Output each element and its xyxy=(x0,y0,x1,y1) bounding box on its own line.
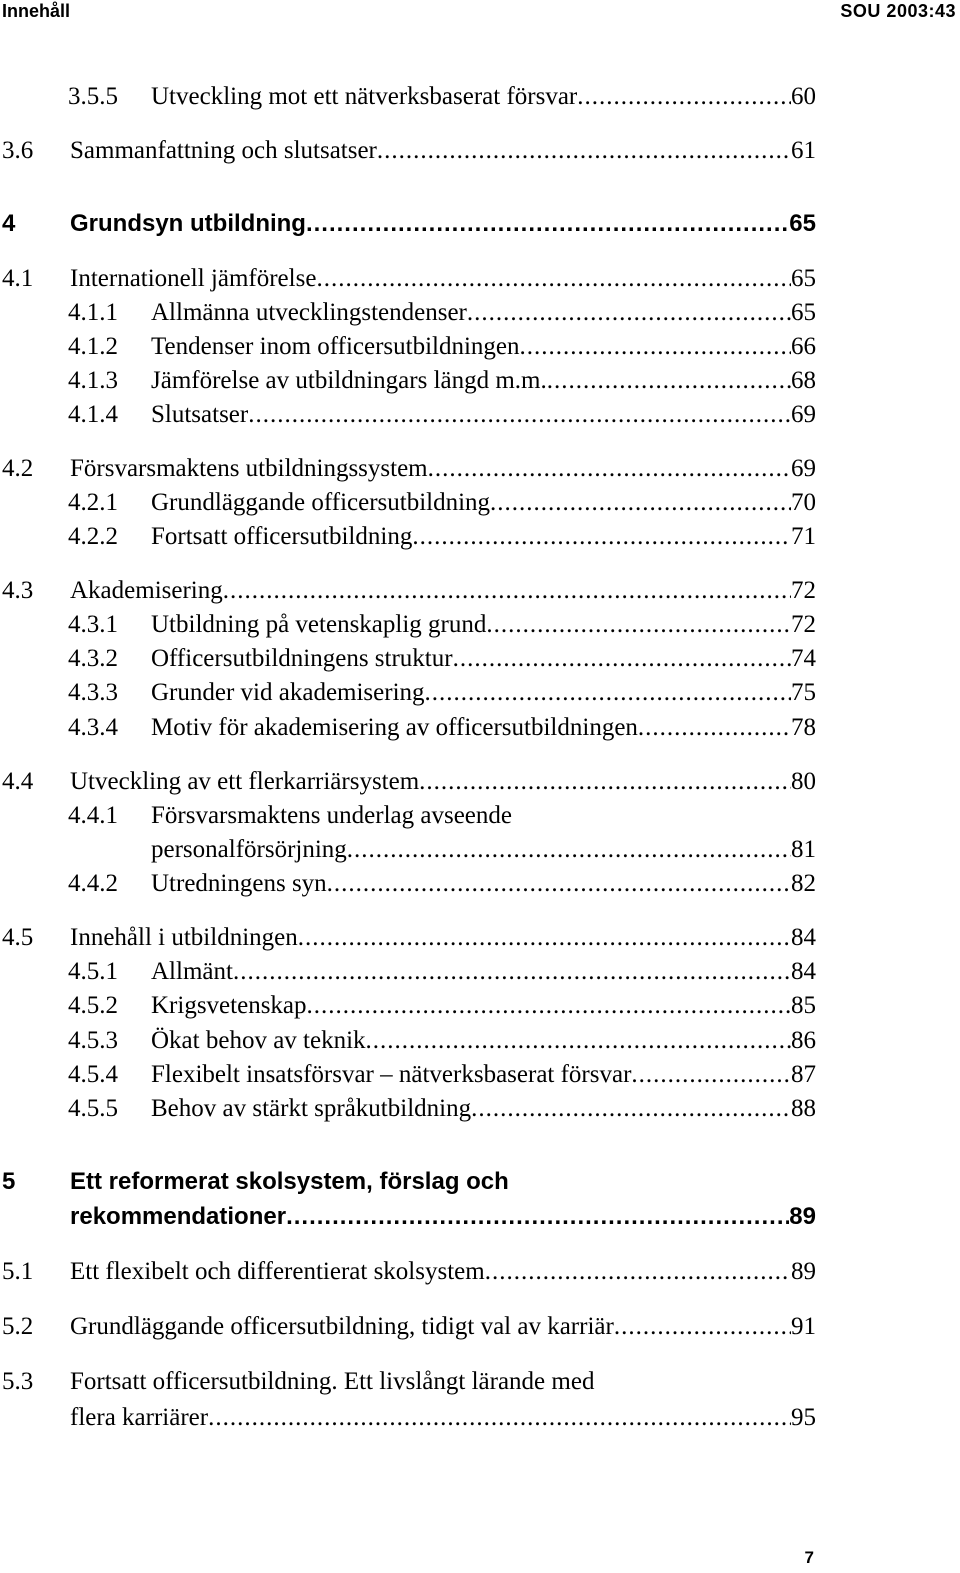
toc-entry[interactable] xyxy=(0,1095,960,1125)
toc-entry-page: 86 xyxy=(791,1027,816,1054)
toc-entry-number: 4.3 xyxy=(2,577,34,604)
toc-entry-number: 4.5.4 xyxy=(68,1061,118,1088)
dot-leader xyxy=(485,1258,791,1286)
toc-entry[interactable] xyxy=(0,714,960,744)
dot-leader xyxy=(366,1027,791,1055)
toc-entry[interactable] xyxy=(0,992,960,1022)
toc-entry-number: 4.3.1 xyxy=(68,611,118,638)
toc-entry-page: 85 xyxy=(791,992,816,1019)
toc-entry-title: Grundläggande officersutbildning xyxy=(151,489,491,516)
dot-leader xyxy=(419,768,791,796)
dot-leader xyxy=(316,265,791,293)
toc-entry-page: 71 xyxy=(791,523,816,550)
toc-entry-title: Tendenser inom officersutbildningen xyxy=(151,333,520,360)
toc-entry-page: 65 xyxy=(789,210,816,237)
toc-entry-title: Allmänna utvecklingstendenser xyxy=(151,299,467,326)
toc-entry-title: Innehåll i utbildningen xyxy=(70,924,298,951)
toc-entry[interactable] xyxy=(0,299,960,329)
page-number: 7 xyxy=(804,1548,814,1567)
toc-entry-title: Behov av stärkt språkutbildning xyxy=(151,1095,472,1122)
toc-entry-title: Akademisering xyxy=(70,577,223,604)
toc-entry-number: 4.5.1 xyxy=(68,958,118,985)
dot-leader xyxy=(286,1203,789,1231)
toc-entry-page: 60 xyxy=(791,83,816,110)
dot-leader xyxy=(298,924,791,952)
toc-entry-page: 82 xyxy=(791,870,816,897)
toc-entry-page: 69 xyxy=(791,401,816,428)
dot-leader xyxy=(471,1095,791,1123)
toc-entry-page: 84 xyxy=(791,958,816,985)
toc-entry[interactable] xyxy=(0,924,960,954)
dot-leader xyxy=(377,137,791,165)
toc-entry-title: personalförsörjning xyxy=(151,836,347,863)
toc-entry-number: 4.2.1 xyxy=(68,489,118,516)
toc-entry-title: Officersutbildningens struktur xyxy=(151,645,453,672)
toc-entry[interactable] xyxy=(0,870,960,900)
dot-leader xyxy=(547,367,791,395)
running-header xyxy=(0,0,960,24)
toc-entry-number: 4.5 xyxy=(2,924,34,951)
dot-leader xyxy=(412,523,791,551)
toc-entry[interactable] xyxy=(0,401,960,431)
toc-entry-number: 4.4.1 xyxy=(68,802,118,829)
toc-entry[interactable] xyxy=(0,1027,960,1057)
dot-leader xyxy=(327,870,791,898)
toc-entry[interactable] xyxy=(0,1313,960,1343)
toc-entry[interactable] xyxy=(0,1061,960,1091)
toc-entry-number: 4.1.1 xyxy=(68,299,118,326)
toc-entry-title: Slutsatser xyxy=(151,401,249,428)
dot-leader xyxy=(248,401,791,429)
toc-entry-title: Utveckling mot ett nätverksbaserat försvar xyxy=(151,83,578,110)
toc-entry[interactable] xyxy=(0,1258,960,1288)
toc-entry-page: 95 xyxy=(791,1404,816,1431)
dot-leader xyxy=(520,333,791,361)
header-section: Innehåll xyxy=(2,1,71,21)
dot-leader xyxy=(614,1313,791,1341)
toc-entry-page: 68 xyxy=(791,367,816,394)
toc-entry[interactable] xyxy=(0,367,960,397)
toc-entry-title: Försvarsmaktens utbildningssystem xyxy=(70,455,428,482)
toc-entry[interactable] xyxy=(0,137,960,167)
toc-entry-page: 78 xyxy=(791,714,816,741)
toc-entry-page: 70 xyxy=(791,489,816,516)
toc-entry-page: 74 xyxy=(791,645,816,672)
toc-entry[interactable] xyxy=(0,1168,960,1198)
toc-entry-number: 5.1 xyxy=(2,1258,34,1285)
dot-leader xyxy=(233,958,791,986)
toc-entry-number: 5.3 xyxy=(2,1368,34,1395)
toc-entry-number: 3.6 xyxy=(2,137,34,164)
toc-entry-title: Grundläggande officersutbildning, tidigt val av karriär xyxy=(70,1313,614,1340)
toc-entry-page: 88 xyxy=(791,1095,816,1122)
toc-entry[interactable] xyxy=(0,265,960,295)
toc-entry[interactable] xyxy=(0,679,960,709)
toc-entry[interactable] xyxy=(0,645,960,675)
toc-entry-title: Utveckling av ett flerkarriärsystem xyxy=(70,768,420,795)
dot-leader xyxy=(425,679,791,707)
toc-entry[interactable] xyxy=(0,455,960,485)
toc-entry-number: 5 xyxy=(2,1168,16,1195)
toc-entry-title: Försvarsmaktens underlag avseende xyxy=(151,802,512,829)
toc-entry-title: Ett flexibelt och differentierat skolsystem xyxy=(70,1258,485,1285)
toc-entry-number: 4.2.2 xyxy=(68,523,118,550)
toc-entry-title: Utbildning på vetenskaplig grund xyxy=(151,611,487,638)
dot-leader xyxy=(631,1061,791,1089)
dot-leader xyxy=(467,299,791,327)
toc-entry-page: 84 xyxy=(791,924,816,951)
toc-entry-title: Internationell jämförelse xyxy=(70,265,317,292)
toc-entry[interactable] xyxy=(0,333,960,363)
toc-entry-number: 4.1.3 xyxy=(68,367,118,394)
toc-entry-number: 4.1 xyxy=(2,265,34,292)
toc-entry[interactable] xyxy=(0,523,960,553)
toc-entry-number: 5.2 xyxy=(2,1313,34,1340)
toc-entry-number: 4.4 xyxy=(2,768,34,795)
toc-entry-title: Krigsvetenskap xyxy=(151,992,307,1019)
toc-entry-title: Fortsatt officersutbildning xyxy=(151,523,413,550)
toc-entry-number: 4.3.3 xyxy=(68,679,118,706)
toc-entry-number: 4 xyxy=(2,210,16,237)
toc-entry[interactable] xyxy=(0,802,960,832)
dot-leader xyxy=(490,489,791,517)
toc-entry-page: 61 xyxy=(791,137,816,164)
toc-entry-title: Jämförelse av utbildningars längd m.m. xyxy=(151,367,547,394)
toc-entry-page: 81 xyxy=(791,836,816,863)
toc-entry[interactable] xyxy=(0,836,960,866)
toc-entry[interactable] xyxy=(0,577,960,607)
toc-entry-number: 4.5.3 xyxy=(68,1027,118,1054)
toc-entry-page: 66 xyxy=(791,333,816,360)
toc-entry-number: 4.3.4 xyxy=(68,714,118,741)
toc-entry-number: 4.2 xyxy=(2,455,34,482)
toc-entry-page: 72 xyxy=(791,611,816,638)
toc-entry-number: 4.1.4 xyxy=(68,401,118,428)
toc-entry[interactable] xyxy=(0,1404,960,1434)
toc-entry-title: rekommendationer xyxy=(70,1203,287,1230)
dot-leader xyxy=(306,210,789,238)
dot-leader xyxy=(486,611,791,639)
toc-entry[interactable] xyxy=(0,489,960,519)
dot-leader xyxy=(307,992,791,1020)
toc-entry-title: Grundsyn utbildning xyxy=(70,210,306,237)
toc-entry-title: Sammanfattning och slutsatser xyxy=(70,137,377,164)
toc-entry-number: 4.3.2 xyxy=(68,645,118,672)
toc-entry-number: 3.5.5 xyxy=(68,83,118,110)
dot-leader xyxy=(347,836,791,864)
dot-leader xyxy=(453,645,791,673)
toc-entry-page: 65 xyxy=(791,299,816,326)
toc-entry[interactable] xyxy=(0,1203,960,1233)
header-report-id: SOU 2003:43 xyxy=(840,1,956,21)
toc-entry-title: Utredningens syn xyxy=(151,870,327,897)
dot-leader xyxy=(223,577,791,605)
toc-entry-title: Ökat behov av teknik xyxy=(151,1027,366,1054)
toc-entry-title: flera karriärer xyxy=(70,1404,209,1431)
toc-entry-number: 4.5.2 xyxy=(68,992,118,1019)
toc-entry-page: 72 xyxy=(791,577,816,604)
toc-entry-number: 4.4.2 xyxy=(68,870,118,897)
toc-entry[interactable] xyxy=(0,1368,960,1398)
toc-entry-title: Fortsatt officersutbildning. Ett livslångt lärande med xyxy=(70,1368,595,1395)
toc-entry-title: Flexibelt insatsförsvar – nätverksbaserat försvar xyxy=(151,1061,632,1088)
toc-entry-page: 89 xyxy=(791,1258,816,1285)
dot-leader xyxy=(577,83,791,111)
dot-leader xyxy=(638,714,791,742)
toc-entry-title: Grunder vid akademisering xyxy=(151,679,425,706)
toc-entry-page: 87 xyxy=(791,1061,816,1088)
toc-entry-page: 75 xyxy=(791,679,816,706)
toc-entry-number: 4.1.2 xyxy=(68,333,118,360)
toc-entry[interactable] xyxy=(0,611,960,641)
toc-entry-page: 65 xyxy=(791,265,816,292)
toc-entry-title: Motiv för akademisering av officersutbildningen xyxy=(151,714,638,741)
toc-entry[interactable] xyxy=(0,210,960,240)
toc-entry-number: 4.5.5 xyxy=(68,1095,118,1122)
toc-entry-page: 89 xyxy=(789,1203,816,1230)
toc-entry[interactable] xyxy=(0,958,960,988)
toc-entry-page: 69 xyxy=(791,455,816,482)
dot-leader xyxy=(428,455,791,483)
toc-entry-title: Allmänt xyxy=(151,958,233,985)
toc-entry[interactable] xyxy=(0,768,960,798)
toc-entry-page: 80 xyxy=(791,768,816,795)
toc-entry[interactable] xyxy=(0,83,960,113)
dot-leader xyxy=(208,1404,791,1432)
toc-entry-page: 91 xyxy=(791,1313,816,1340)
toc-entry-title: Ett reformerat skolsystem, förslag och xyxy=(70,1168,509,1195)
